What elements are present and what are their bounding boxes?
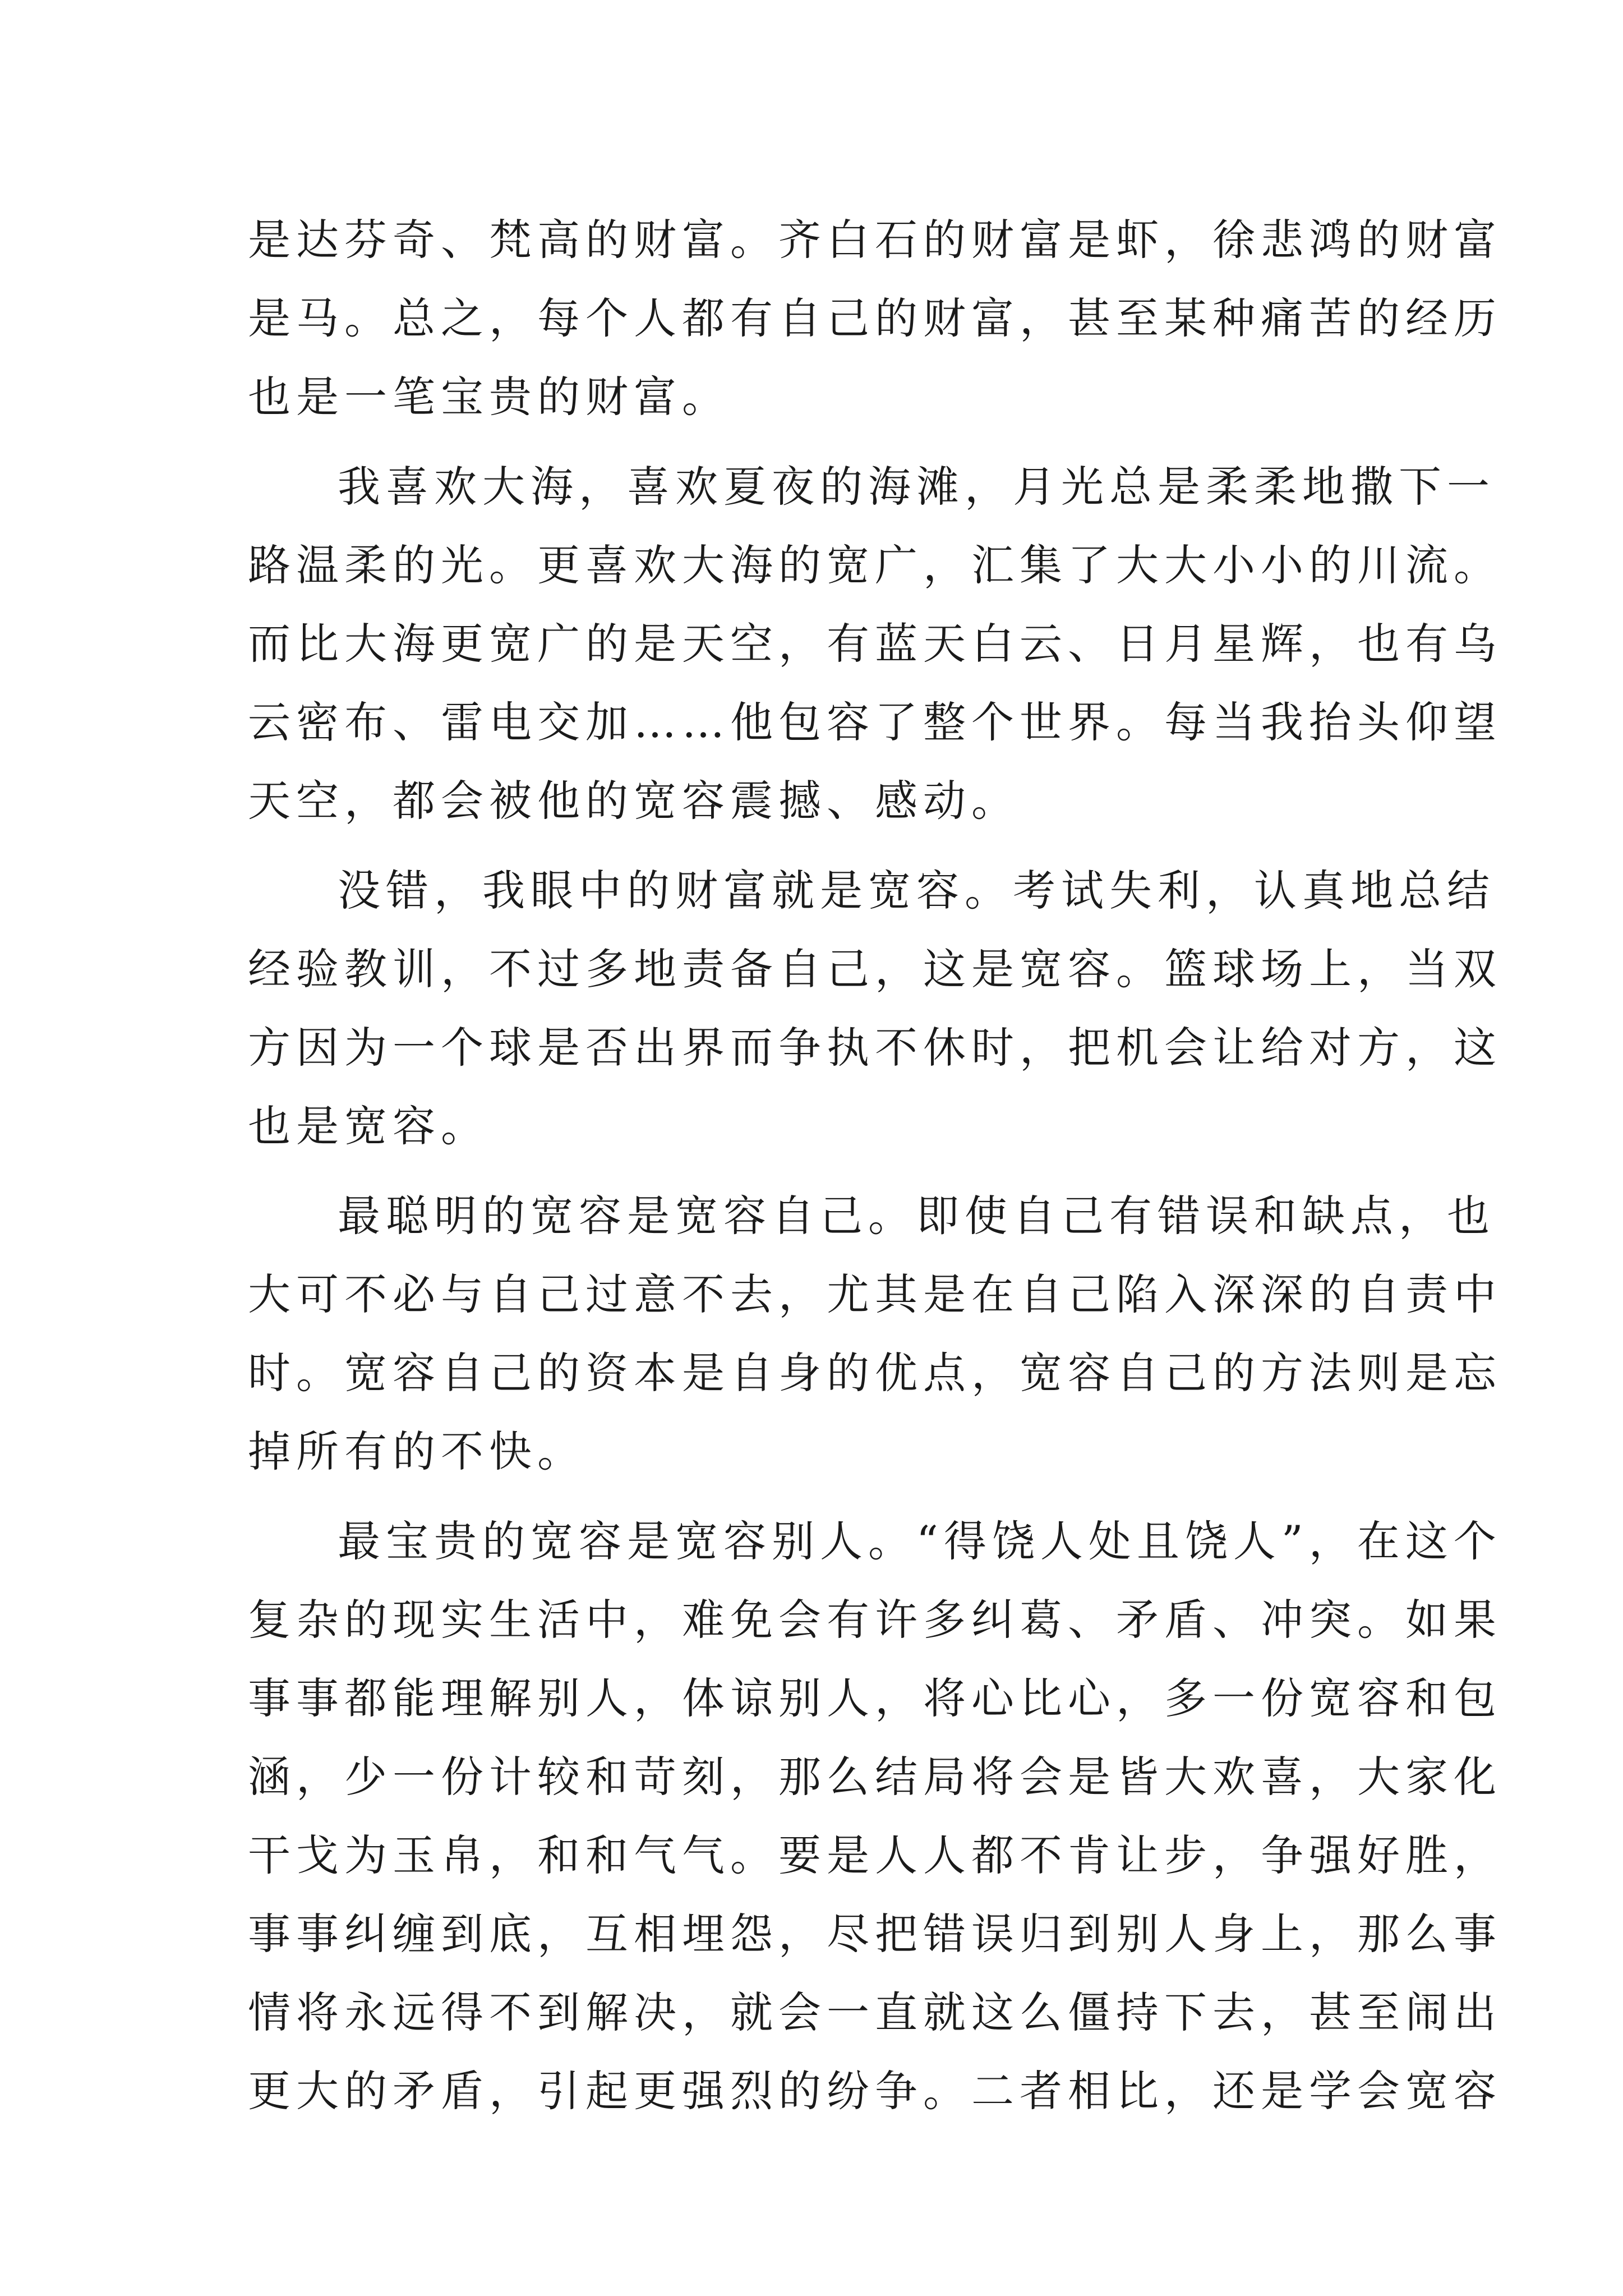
text-line: 时。宽容自己的资本是自身的优点，宽容自己的方法则是忘 (248, 1348, 1502, 1398)
paragraph-gap (248, 1491, 1386, 1502)
text-line: 大可不必与自己过意不去，尤其是在自己陷入深深的自责中 (248, 1269, 1502, 1319)
text-line: 是达芬奇、梵高的财富。齐白石的财富是虾，徐悲鸿的财富 (248, 215, 1502, 265)
text-line: 云密布、雷电交加……他包容了整个世界。每当我抬头仰望 (248, 697, 1502, 747)
text-line: 情将永远得不到解决，就会一直就这么僵持下去，甚至闹出 (248, 1987, 1502, 2037)
text-line: 方因为一个球是否出界而争执不休时，把机会让给对方，这 (248, 1023, 1502, 1073)
text-line: 也是宽容。 (248, 1101, 489, 1151)
text-line: 我喜欢大海，喜欢夏夜的海滩，月光总是柔柔地撒下一 (338, 462, 1495, 512)
text-line: 经验教训，不过多地责备自己，这是宽容。篮球场上，当双 (248, 944, 1502, 994)
text-line: 是马。总之，每个人都有自己的财富，甚至某种痛苦的经历 (248, 293, 1502, 343)
text-line: 天空，都会被他的宽容震撼、感动。 (248, 776, 1020, 826)
text-line: 而比大海更宽广的是天空，有蓝天白云、日月星辉，也有乌 (248, 619, 1502, 669)
text-line: 更大的矛盾，引起更强烈的纷争。二者相比，还是学会宽容 (248, 2066, 1502, 2116)
text-line: 也是一笔宝贵的财富。 (248, 372, 730, 422)
text-line: 涵，少一份计较和苛刻，那么结局将会是皆大欢喜，大家化 (248, 1752, 1502, 1802)
text-line: 事事纠缠到底，互相埋怨，尽把错误归到别人身上，那么事 (248, 1909, 1502, 1959)
text-line: 事事都能理解别人，体谅别人，将心比心，多一份宽容和包 (248, 1673, 1502, 1723)
paragraph-gap (248, 840, 1386, 852)
paragraph-gap (248, 1166, 1386, 1177)
text-line: 干戈为玉帛，和和气气。要是人人都不肯让步，争强好胜， (248, 1830, 1502, 1880)
text-line: 没错，我眼中的财富就是宽容。考试失利，认真地总结 (338, 866, 1495, 915)
text-line: 路温柔的光。更喜欢大海的宽广，汇集了大大小小的川流。 (248, 540, 1502, 590)
text-line: 最聪明的宽容是宽容自己。即使自己有错误和缺点，也 (338, 1191, 1495, 1241)
body-text (248, 201, 1502, 2131)
text-line: 复杂的现实生活中，难免会有许多纠葛、矛盾、冲突。如果 (248, 1595, 1502, 1645)
text-line: 最宝贵的宽容是宽容别人。“得饶人处且饶人”，在这个 (338, 1516, 1502, 1566)
text-line: 掉所有的不快。 (248, 1427, 585, 1476)
paragraph-gap (248, 436, 1386, 448)
